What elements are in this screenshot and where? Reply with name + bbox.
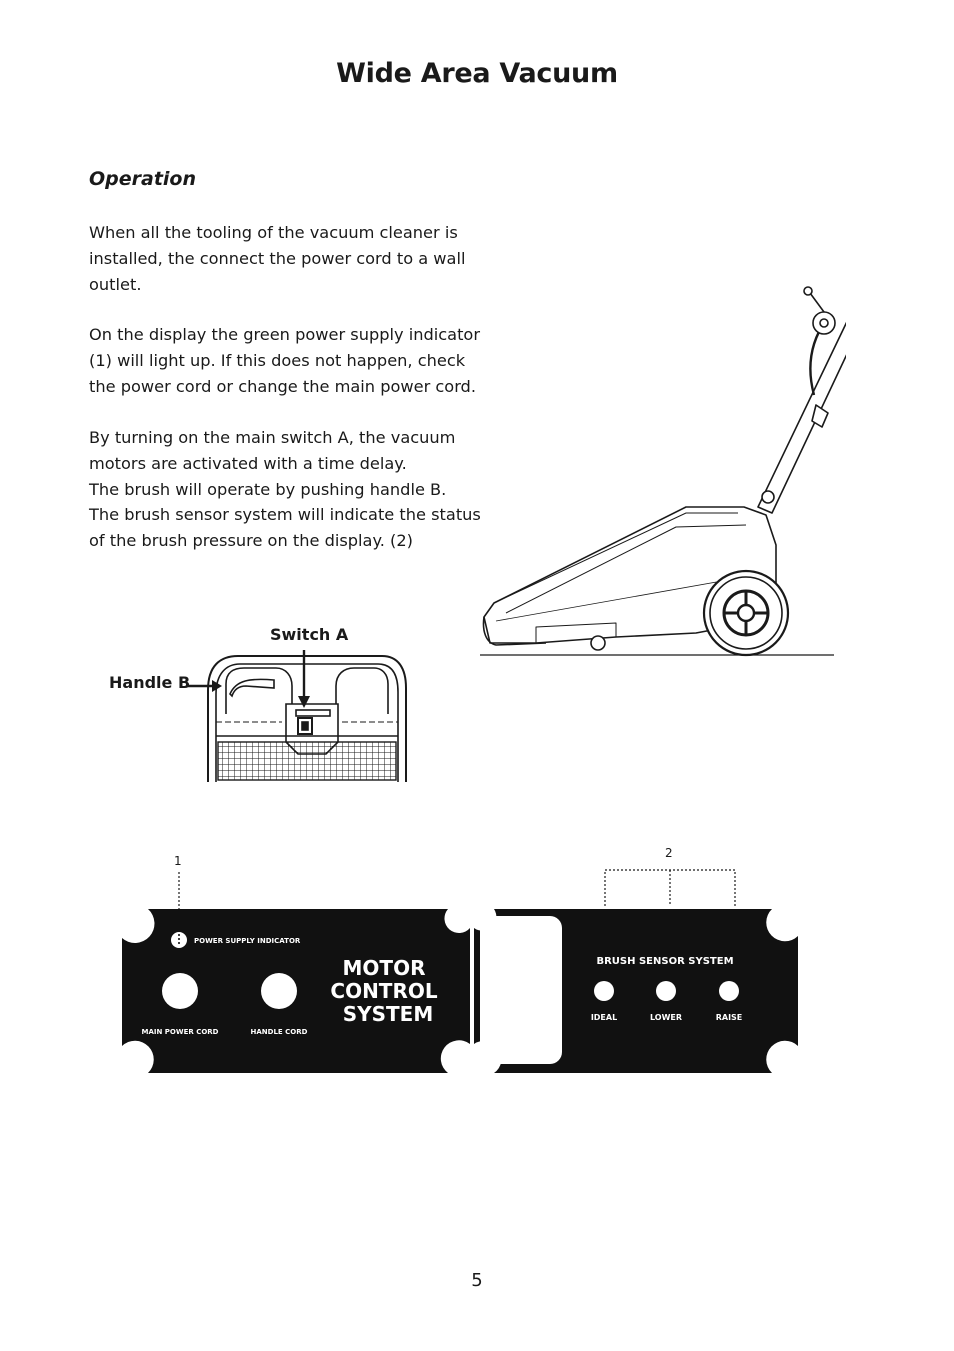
text-line: The brush will operate by pushing handle B. <box>89 479 447 499</box>
text-line: When all the tooling of the vacuum cleaner is <box>89 223 458 242</box>
brush-sensor-title: BRUSH SENSOR SYSTEM <box>596 956 734 967</box>
callout-2: 2 <box>665 846 673 860</box>
text-line: (1) will light up. If this does not happen, check <box>89 350 466 370</box>
paragraph-main-switch <box>89 425 489 554</box>
power-indicator-label: POWER SUPPLY INDICATOR <box>194 937 301 945</box>
paragraph-power-indicator <box>89 322 489 399</box>
motor-control-panel <box>118 866 802 1078</box>
text-line: By turning on the main switch A, the vacuum <box>89 428 456 447</box>
handle-b-label: Handle B <box>109 673 191 692</box>
sensor-lower-label: LOWER <box>649 1013 683 1022</box>
text-line: the power cord or change the main power cord. <box>89 376 476 396</box>
section-heading: Operation <box>89 168 197 190</box>
text-line: outlet. <box>89 274 142 294</box>
text-line: On the display the green power supply indicator <box>89 325 480 344</box>
sensor-raise-light <box>719 981 739 1001</box>
handle-cord-socket <box>261 973 297 1009</box>
text-line: motors are activated with a time delay. <box>89 453 407 473</box>
main-power-cord-socket <box>162 973 198 1009</box>
switch-a-label: Switch A <box>270 625 349 644</box>
handle-cord-label: HANDLE CORD <box>250 1028 308 1036</box>
sensor-lower-light <box>656 981 676 1001</box>
page-number: 5 <box>471 1270 483 1291</box>
handle-closeup-illustration <box>186 650 412 790</box>
text-line: The brush sensor system will indicate the status <box>89 505 481 525</box>
sensor-ideal-light <box>594 981 614 1001</box>
text-line: of the brush pressure on the display. (2) <box>89 531 413 551</box>
page-title: Wide Area Vacuum <box>336 58 618 89</box>
main-power-cord-label: MAIN POWER CORD <box>141 1028 219 1036</box>
sensor-ideal-label: IDEAL <box>590 1013 618 1022</box>
panel-title-line-3: SYSTEM <box>342 1002 434 1026</box>
paragraph-installation <box>89 220 489 297</box>
callout-1: 1 <box>174 854 182 868</box>
vacuum-illustration <box>476 245 846 670</box>
panel-title-line-1: MOTOR <box>342 956 426 980</box>
sensor-raise-label: RAISE <box>715 1013 743 1022</box>
display-window <box>480 916 562 1064</box>
panel-title-line-2: CONTROL <box>330 979 438 1003</box>
text-line: installed, the connect the power cord to a wall <box>89 248 466 268</box>
